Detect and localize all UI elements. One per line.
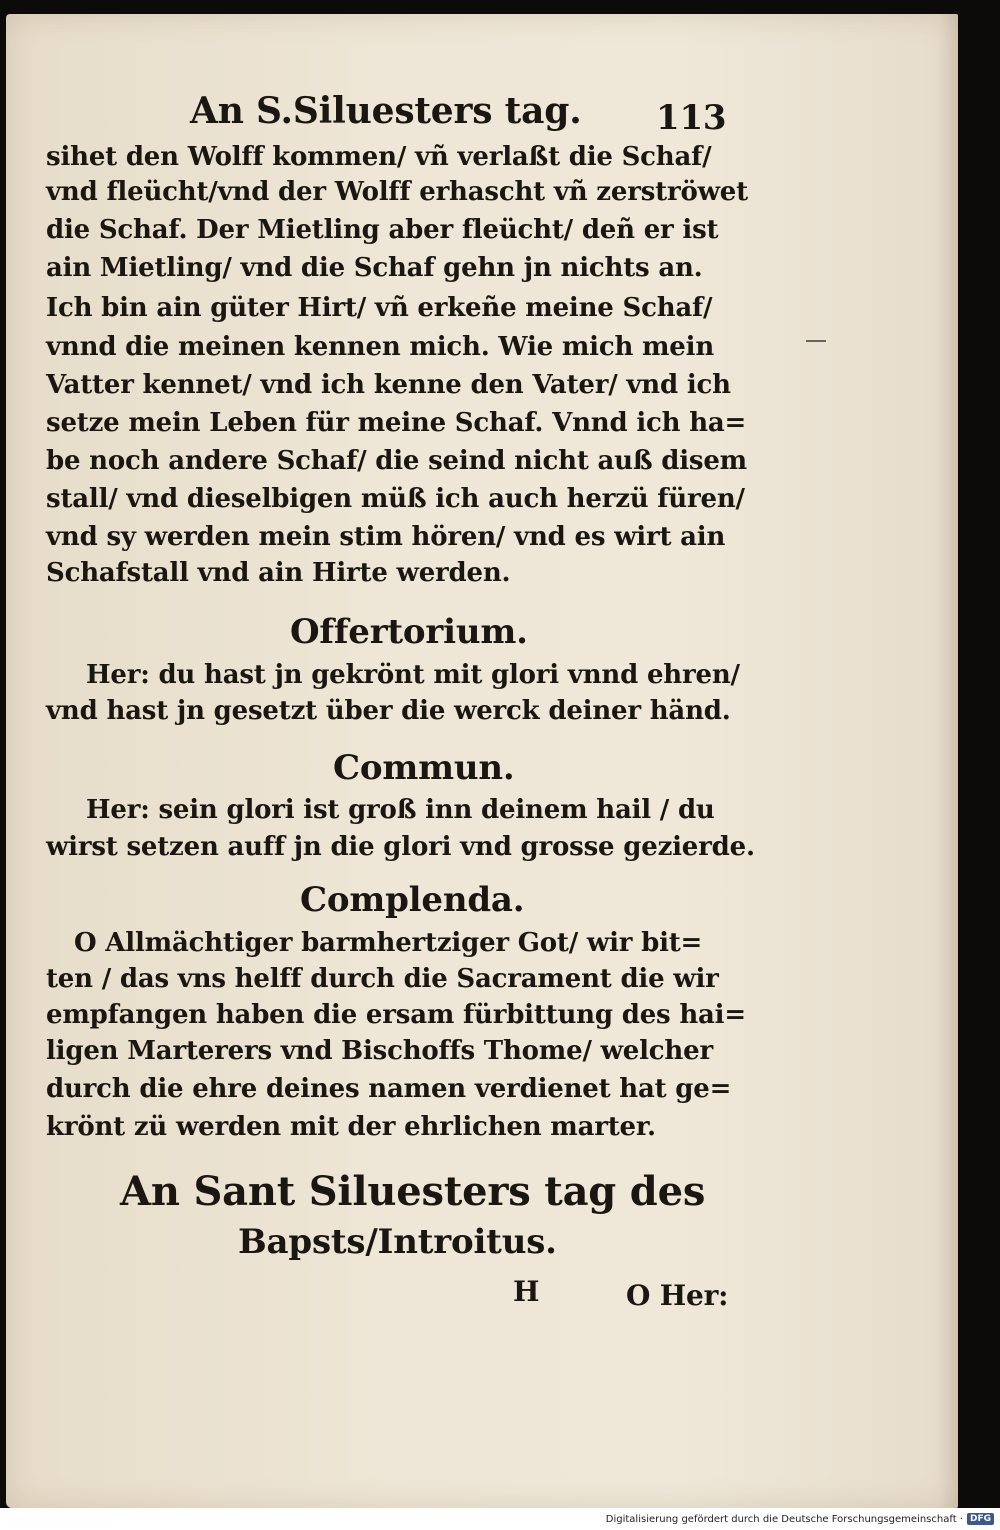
offertorium-line: vnd hast jn gesetzt über die werck deiner händ. [46, 696, 731, 726]
footer-bar [0, 1508, 1000, 1530]
complenda-line: durch die ehre deines namen verdienet hat ge= [46, 1074, 732, 1104]
complenda-line: ligen Marterers vnd Bischoffs Thome/ welcher [46, 1036, 713, 1066]
offertorium-line: Her: du hast jn gekrönt mit glori vnnd ehren/ [86, 660, 740, 690]
body-line: Vatter kennet/ vnd ich kenne den Vater/ vnd ich [46, 370, 731, 400]
section-heading-line2: Bapsts/Introitus. [238, 1222, 557, 1262]
footer-credit: Digitalisierung gefördert durch die Deutsche Forschungsgemeinschaft · [605, 1513, 963, 1525]
body-line: stall/ vnd dieselbigen müß ich auch herzü füren/ [46, 484, 745, 514]
complenda-line: krönt zü werden mit der ehrlichen marter. [46, 1112, 656, 1142]
complenda-line: O Allmächtiger barmhertziger Got/ wir bit= [74, 928, 703, 958]
catchword: O Her: [626, 1279, 729, 1312]
body-line: sihet den Wolff kommen/ vñ verlaßt die Schaf/ [46, 142, 712, 172]
body-line: vnnd die meinen kennen mich. Wie mich mein [46, 332, 715, 362]
complenda-line: ten / das vns helff durch die Sacrament die wir [46, 964, 719, 994]
body-line: Schafstall vnd ain Hirte werden. [46, 558, 511, 588]
body-line: vnd sy werden mein stim hören/ vnd es wirt ain [46, 522, 726, 552]
commun-line: Her: sein glori ist groß inn deinem hail / du [86, 795, 715, 825]
page-number: 113 [656, 98, 727, 138]
page-edge-shadow [938, 14, 958, 1508]
initial-catchword: H [513, 1275, 540, 1308]
complenda-heading: Complenda. [300, 880, 525, 920]
commun-line: wirst setzen auff jn die glori vnd grosse gezierde. [46, 832, 755, 862]
running-head: An S.Siluesters tag. [190, 90, 582, 132]
body-line: Ich bin ain güter Hirt/ vñ erkeñe meine Schaf/ [46, 293, 713, 323]
margin-dash [806, 340, 826, 342]
section-heading-line1: An Sant Siluesters tag des [120, 1168, 706, 1215]
body-line: die Schaf. Der Mietling aber fleücht/ deñ er ist [46, 215, 719, 245]
body-line: setze mein Leben für meine Schaf. Vnnd ich ha= [46, 408, 747, 438]
commun-heading: Commun. [333, 748, 515, 788]
offertorium-heading: Offertorium. [290, 612, 528, 652]
body-line: vnd fleücht/vnd der Wolff erhascht vñ zerströwet [46, 177, 748, 207]
body-line: ain Mietling/ vnd die Schaf gehn jn nichts an. [46, 253, 703, 283]
complenda-line: empfangen haben die ersam fürbittung des hai= [46, 1000, 746, 1030]
body-line: be noch andere Schaf/ die seind nicht auß disem [46, 446, 747, 476]
dfg-logo-icon: DFG [967, 1513, 994, 1525]
